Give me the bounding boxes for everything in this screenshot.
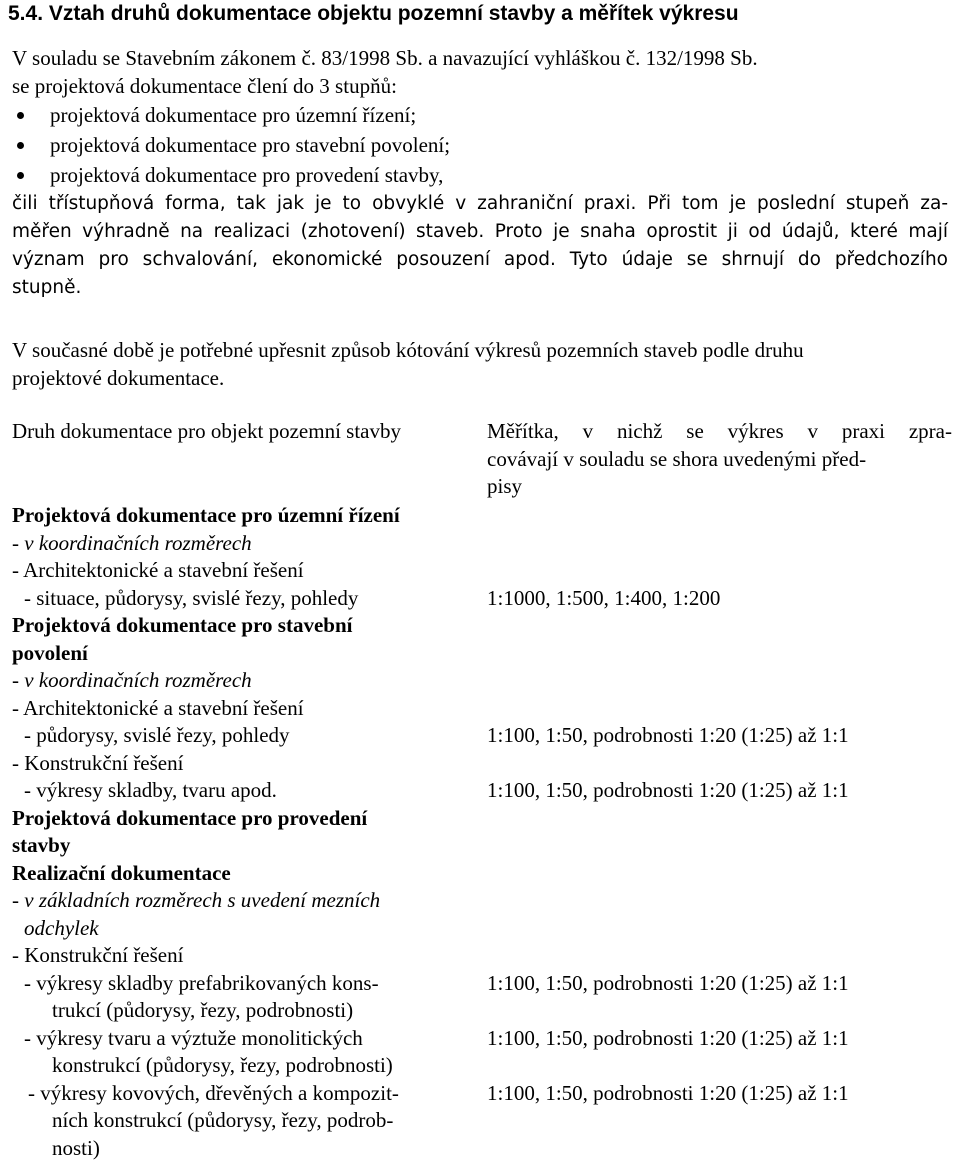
header-scales-line: pisy xyxy=(487,474,523,498)
section-title: Projektová dokumentace pro stavební xyxy=(12,613,353,637)
table-row xyxy=(12,887,952,915)
table-row xyxy=(12,860,952,888)
explanation-line: čili třístupňová forma, tak jak je to obvyklé v zahraniční praxi. Při tom je poslední stupeň za- xyxy=(12,193,948,214)
section-title: Projektová dokumentace pro provedení xyxy=(12,805,368,830)
table-row xyxy=(12,667,952,695)
table-header-row xyxy=(12,418,952,502)
item-label xyxy=(12,1025,490,1080)
item-label: - půdorysy, svislé řezy, pohledy xyxy=(24,723,290,747)
section-title: stavby xyxy=(12,833,71,857)
item-scale: 1:1000, 1:500, 1:400, 1:200 xyxy=(487,585,721,610)
item-label-line: - výkresy kovových, dřevěných a kompozit- xyxy=(28,1080,399,1105)
table-row xyxy=(12,612,952,640)
scale-table xyxy=(12,418,952,1162)
item-scale: 1:100, 1:50, podrobnosti 1:20 (1:25) až 1:1 xyxy=(487,1080,849,1105)
table-row xyxy=(12,832,952,860)
explanation-line: měřen výhradně na realizaci (zhotovení) staveb. Proto je snaha oprostit ji od údajů, které mají xyxy=(12,221,948,242)
table-row xyxy=(12,722,952,750)
table-row xyxy=(12,1080,952,1162)
item-label: - výkresy skladby, tvaru apod. xyxy=(24,778,277,802)
table-row xyxy=(12,805,952,833)
table-row xyxy=(12,585,952,613)
bullet-item: projektová dokumentace pro územní řízení; xyxy=(12,100,952,130)
header-doc-type: Druh dokumentace pro objekt pozemní stavby xyxy=(12,419,401,443)
item-label-line: nosti) xyxy=(52,1135,100,1160)
item-label-line: - výkresy tvaru a výztuže monolitických xyxy=(24,1025,363,1050)
item-label-line: ních konstrukcí (půdorysy, řezy, podrob- xyxy=(52,1108,394,1132)
item-label-line: konstrukcí (půdorysy, řezy, podrobnosti) xyxy=(52,1053,393,1077)
table-row xyxy=(12,970,952,1025)
bullet-list xyxy=(12,100,952,190)
header-scales-line: Měřítka, v nichž se výkres v praxi zpra- xyxy=(487,419,952,443)
table-row xyxy=(12,695,952,723)
table-row xyxy=(12,502,952,530)
para2-line-1: V současné době je potřebné upřesnit způsob kótování výkresů pozemních staveb podle druhu xyxy=(12,338,804,362)
intro-line-2: se projektová dokumentace člení do 3 stupňů: xyxy=(12,74,397,98)
section-subtitle: - v koordinačních rozměrech xyxy=(12,668,252,692)
explanation-line: stupně. xyxy=(12,277,82,298)
intro-paragraph xyxy=(12,44,952,302)
second-paragraph xyxy=(12,336,948,392)
section-title: povolení xyxy=(12,640,88,665)
section-subtitle: - v základních rozměrech s uvedení mezních xyxy=(12,888,381,912)
table-row xyxy=(12,1025,952,1080)
item-scale: 1:100, 1:50, podrobnosti 1:20 (1:25) až 1:1 xyxy=(487,723,849,747)
section-title: Projektová dokumentace pro územní řízení xyxy=(12,503,400,527)
item-label-line: - výkresy skladby prefabrikovaných kons- xyxy=(24,970,379,995)
section-subtitle: odchylek xyxy=(24,915,99,940)
table-row xyxy=(12,530,952,558)
group-label: - Konstrukční řešení xyxy=(12,943,184,967)
table-row xyxy=(12,640,952,668)
para2-line-2: projektové dokumentace. xyxy=(12,366,225,390)
header-scales-line: covávají v souladu se shora uvedenými před- xyxy=(487,446,867,471)
item-label-line: trukcí (půdorysy, řezy, podrobnosti) xyxy=(52,998,354,1022)
item-scale: 1:100, 1:50, podrobnosti 1:20 (1:25) až 1:1 xyxy=(487,778,849,802)
table-row xyxy=(12,777,952,805)
explanation-line: význam pro schvalování, ekonomické posouzení apod. Tyto údaje se shrnují do předchozího xyxy=(12,249,948,270)
header-scales xyxy=(487,418,952,501)
item-label xyxy=(12,970,490,1025)
item-scale: 1:100, 1:50, podrobnosti 1:20 (1:25) až 1:1 xyxy=(487,970,849,995)
section-title: Realizační dokumentace xyxy=(12,860,231,885)
intro-line-1: V souladu se Stavebním zákonem č. 83/1998 Sb. a navazující vyhláškou č. 132/1998 Sb. xyxy=(12,46,758,70)
table-row xyxy=(12,915,952,943)
group-label: - Architektonické a stavební řešení xyxy=(12,558,304,582)
item-scale: 1:100, 1:50, podrobnosti 1:20 (1:25) až 1:1 xyxy=(487,1025,849,1050)
item-label: - situace, půdorysy, svislé řezy, pohledy xyxy=(24,585,359,610)
table-row xyxy=(12,942,952,970)
bullet-item: projektová dokumentace pro stavební povolení; xyxy=(12,130,952,160)
group-label: - Architektonické a stavební řešení xyxy=(12,695,304,720)
table-row xyxy=(12,750,952,778)
intro-explanation xyxy=(12,190,948,302)
section-heading: 5.4. Vztah druhů dokumentace objektu pozemní stavby a měřítek výkresu xyxy=(8,2,739,25)
item-label xyxy=(12,1080,494,1162)
group-label: - Konstrukční řešení xyxy=(12,750,184,775)
bullet-item: projektová dokumentace pro provedení stavby, xyxy=(12,160,952,190)
section-subtitle: - v koordinačních rozměrech xyxy=(12,530,252,555)
table-row xyxy=(12,557,952,585)
